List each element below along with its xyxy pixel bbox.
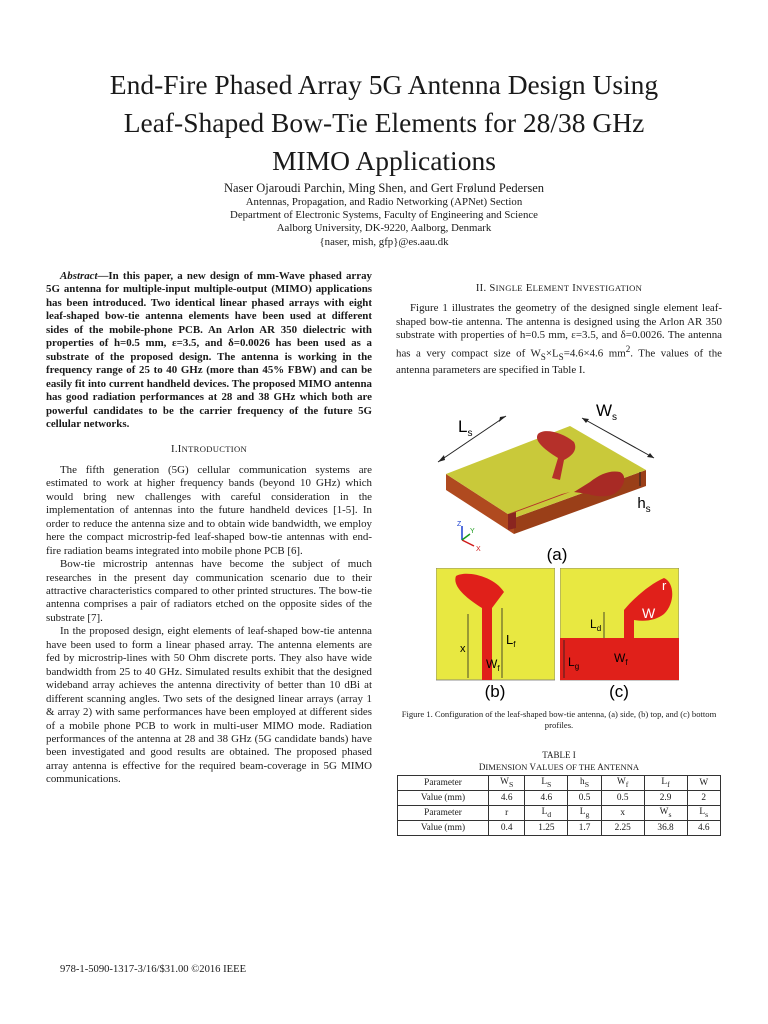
table-cell: 1.7 [568,821,601,836]
table-cell: 2.9 [644,791,687,806]
table-cell: $W_S$ [489,776,525,791]
wf-label-bottom: $W_f$ [614,651,628,667]
table-cell: $L_d$ [525,806,568,821]
figure-1b-top-view [436,568,555,703]
svg-text:x: x [460,643,466,655]
table-row [398,821,721,836]
section-heading-single-element: II. SINGLE ELEMENT INVESTIGATION [475,283,643,294]
dimension-table [397,775,721,836]
left-column [46,270,372,787]
title-line: End-Fire Phased Array 5G Antenna Design Using [109,69,659,100]
table-cell: 4.6 [525,791,568,806]
table-cell: 36.8 [644,821,687,836]
w-label: W [642,605,656,621]
table-cell: r [489,806,525,821]
abstract-text: —In this paper, a new design of mm-Wave phased array 5G antenna for multiple-input multiple-output (MIMO) applications has been introduced. Two identical linear phased arrays with eight leaf-shaped bow-tie antenna elements have been used at different sides of the mobile-phone PCB. An Arlon AR 350 dielectric with properties of h=0.5 mm, ε=3.5, and δ=0.0026 has been used as a substrate of the proposed design. The antenna is working in the frequency range of 25 to 40 GHz (more than 45% FBW) and can be easily fit into current handheld devices. The proposed MIMO antenna has good radiation performances at 28 and 38 GHz which both are powerful candidates to be the carrier frequency of the future 5G cellular networks. [46,270,372,430]
subfigure-label-a: (a) [546,545,568,564]
table-cell: $h_S$ [568,776,601,791]
r-label: r [662,578,667,593]
affiliation-line: Antennas, Propagation, and Radio Networking (APNet) Section [245,196,523,208]
title-line: Leaf-Shaped Bow-Tie Elements for 28/38 GHz [123,107,645,138]
subfigure-label-b: (b) [484,682,506,701]
figure-1c-bottom-view [560,568,679,703]
lg-label: $L_g$ [568,655,580,671]
svg-text:X: X [476,546,481,553]
table-cell: $W_f$ [601,776,644,791]
table-cell: $L_f$ [644,776,687,791]
table-cell: 0.5 [568,791,601,806]
table-row [398,776,721,791]
right-column [396,282,722,378]
table-cell: 0.5 [601,791,644,806]
table-cell: 2.25 [601,821,644,836]
ld-label: $L_d$ [590,617,602,633]
paper-title [30,66,738,180]
table-row-header: Parameter [398,776,489,791]
paragraph: Bow-tie microstrip antennas have become the subject of much researches in the present day communication scenario due to their attractive characteristics compared to other printed structures. The bow-tie antenna comprises a pair of radiators etched on the opposite sides of the substrate [7]. [46,558,372,624]
table-cell: $L_S$ [525,776,568,791]
table-cell: 4.6 [489,791,525,806]
y-axis [462,534,470,540]
title-line: MIMO Applications [272,145,496,176]
figure-1a-3d-view [432,396,658,566]
abstract-label: Abstract [60,270,98,282]
paragraph: The fifth generation (5G) cellular communication systems are estimated to work at higher frequency bands (beyond 10 GHz) which would bring new challenges with careful consideration in the implementation of antennas into the future handheld devices [1-5]. In order to reduce the antenna size and to obtain wide bandwidth, we employ here the compact microstrip-fed leaf-shaped bow-tie antennas with end-fire radiation beams integrated into mobile phone PCB [6]. [46,463,372,557]
svg-text:Z: Z [457,521,462,528]
table-cell: W [687,776,721,791]
copyright-footer: 978-1-5090-1317-3/16/$31.00 ©2016 IEEE [60,964,247,975]
affiliation-line: {naser, mish, gfp}@es.aau.dk [319,235,449,248]
table-cell: $W_s$ [644,806,687,821]
table-row [398,806,721,821]
figure-caption: Figure 1. Configuration of the leaf-shaped bow-tie antenna, (a) side, (b) top, and (c) bottom profiles. [401,709,717,730]
paragraph: In the proposed design, eight elements of leaf-shaped bow-tie antenna have been used to form a linear phased array. The antenna elements are fed by microstrip-lines with 50 Ohm discrete ports. They also have wide bandwidth from 25 to 40 GHz. Simulated results exhibit that the designed wideband array achieves the antenna directivity of better than 10 dBi at different scanning angles. Two sets of the designed linear arrays (array 1 & array 2) with same performances have been employed at different sides of a mobile phone PCB to work in multi-user MIMO mode. Radiation performances of the antenna at 28 and 38 GHz (5G candidate bands) have been investigated and good results are obtained. The proposed phased array antenna is effective for the required beam-coverage in 5G MIMO communications. [46,625,372,786]
x-axis [462,540,474,546]
table-row-header: Value (mm) [398,821,489,836]
table-cell: 0.4 [489,821,525,836]
table-cell: 2 [687,791,721,806]
table-title: TABLE I DIMENSION VALUES OF THE ANTENNA [478,750,640,772]
table-cell: $L_g$ [568,806,601,821]
affiliation-line: Department of Electronic Systems, Faculty of Engineering and Science [230,209,538,222]
table-row-header: Value (mm) [398,791,489,806]
author-list: Naser Ojaroudi Parchin, Ming Shen, and Gert Frølund Pedersen [223,181,545,195]
table-row-header: Parameter [398,806,489,821]
affiliation-block [30,196,738,249]
table-cell: $L_s$ [687,806,721,821]
ws-label: $W_s$ [596,401,618,423]
lf-label: $L_f$ [506,632,516,649]
svg-text:Y: Y [470,528,475,535]
table-row [398,791,721,806]
section-heading-introduction: I.INTRODUCTION [171,444,247,456]
table-cell: 1.25 [525,821,568,836]
wf-label: $W_f$ [486,657,500,673]
table-cell: 4.6 [687,821,721,836]
paragraph: Figure 1 illustrates the geometry of the designed single element leaf-shaped bow-tie antenna. The antenna is designed using the Arlon AR 350 substrate with properties of h=0.5 mm, ε=3.5, and δ=0.0026. The antenna has a very compact size of $W_S\times L_S=4.6\times 4.6$ $mm^2$. The values of the antenna parameters are specified in Table I. [396,302,722,377]
abstract [46,270,372,431]
subfigure-label-c: (c) [609,682,629,701]
hs-label: $h_s$ [637,495,651,515]
affiliation-line: Aalborg University, DK-9220, Aalborg, Denmark [276,222,492,235]
table-cell: x [601,806,644,821]
ls-label: $L_s$ [458,417,473,439]
